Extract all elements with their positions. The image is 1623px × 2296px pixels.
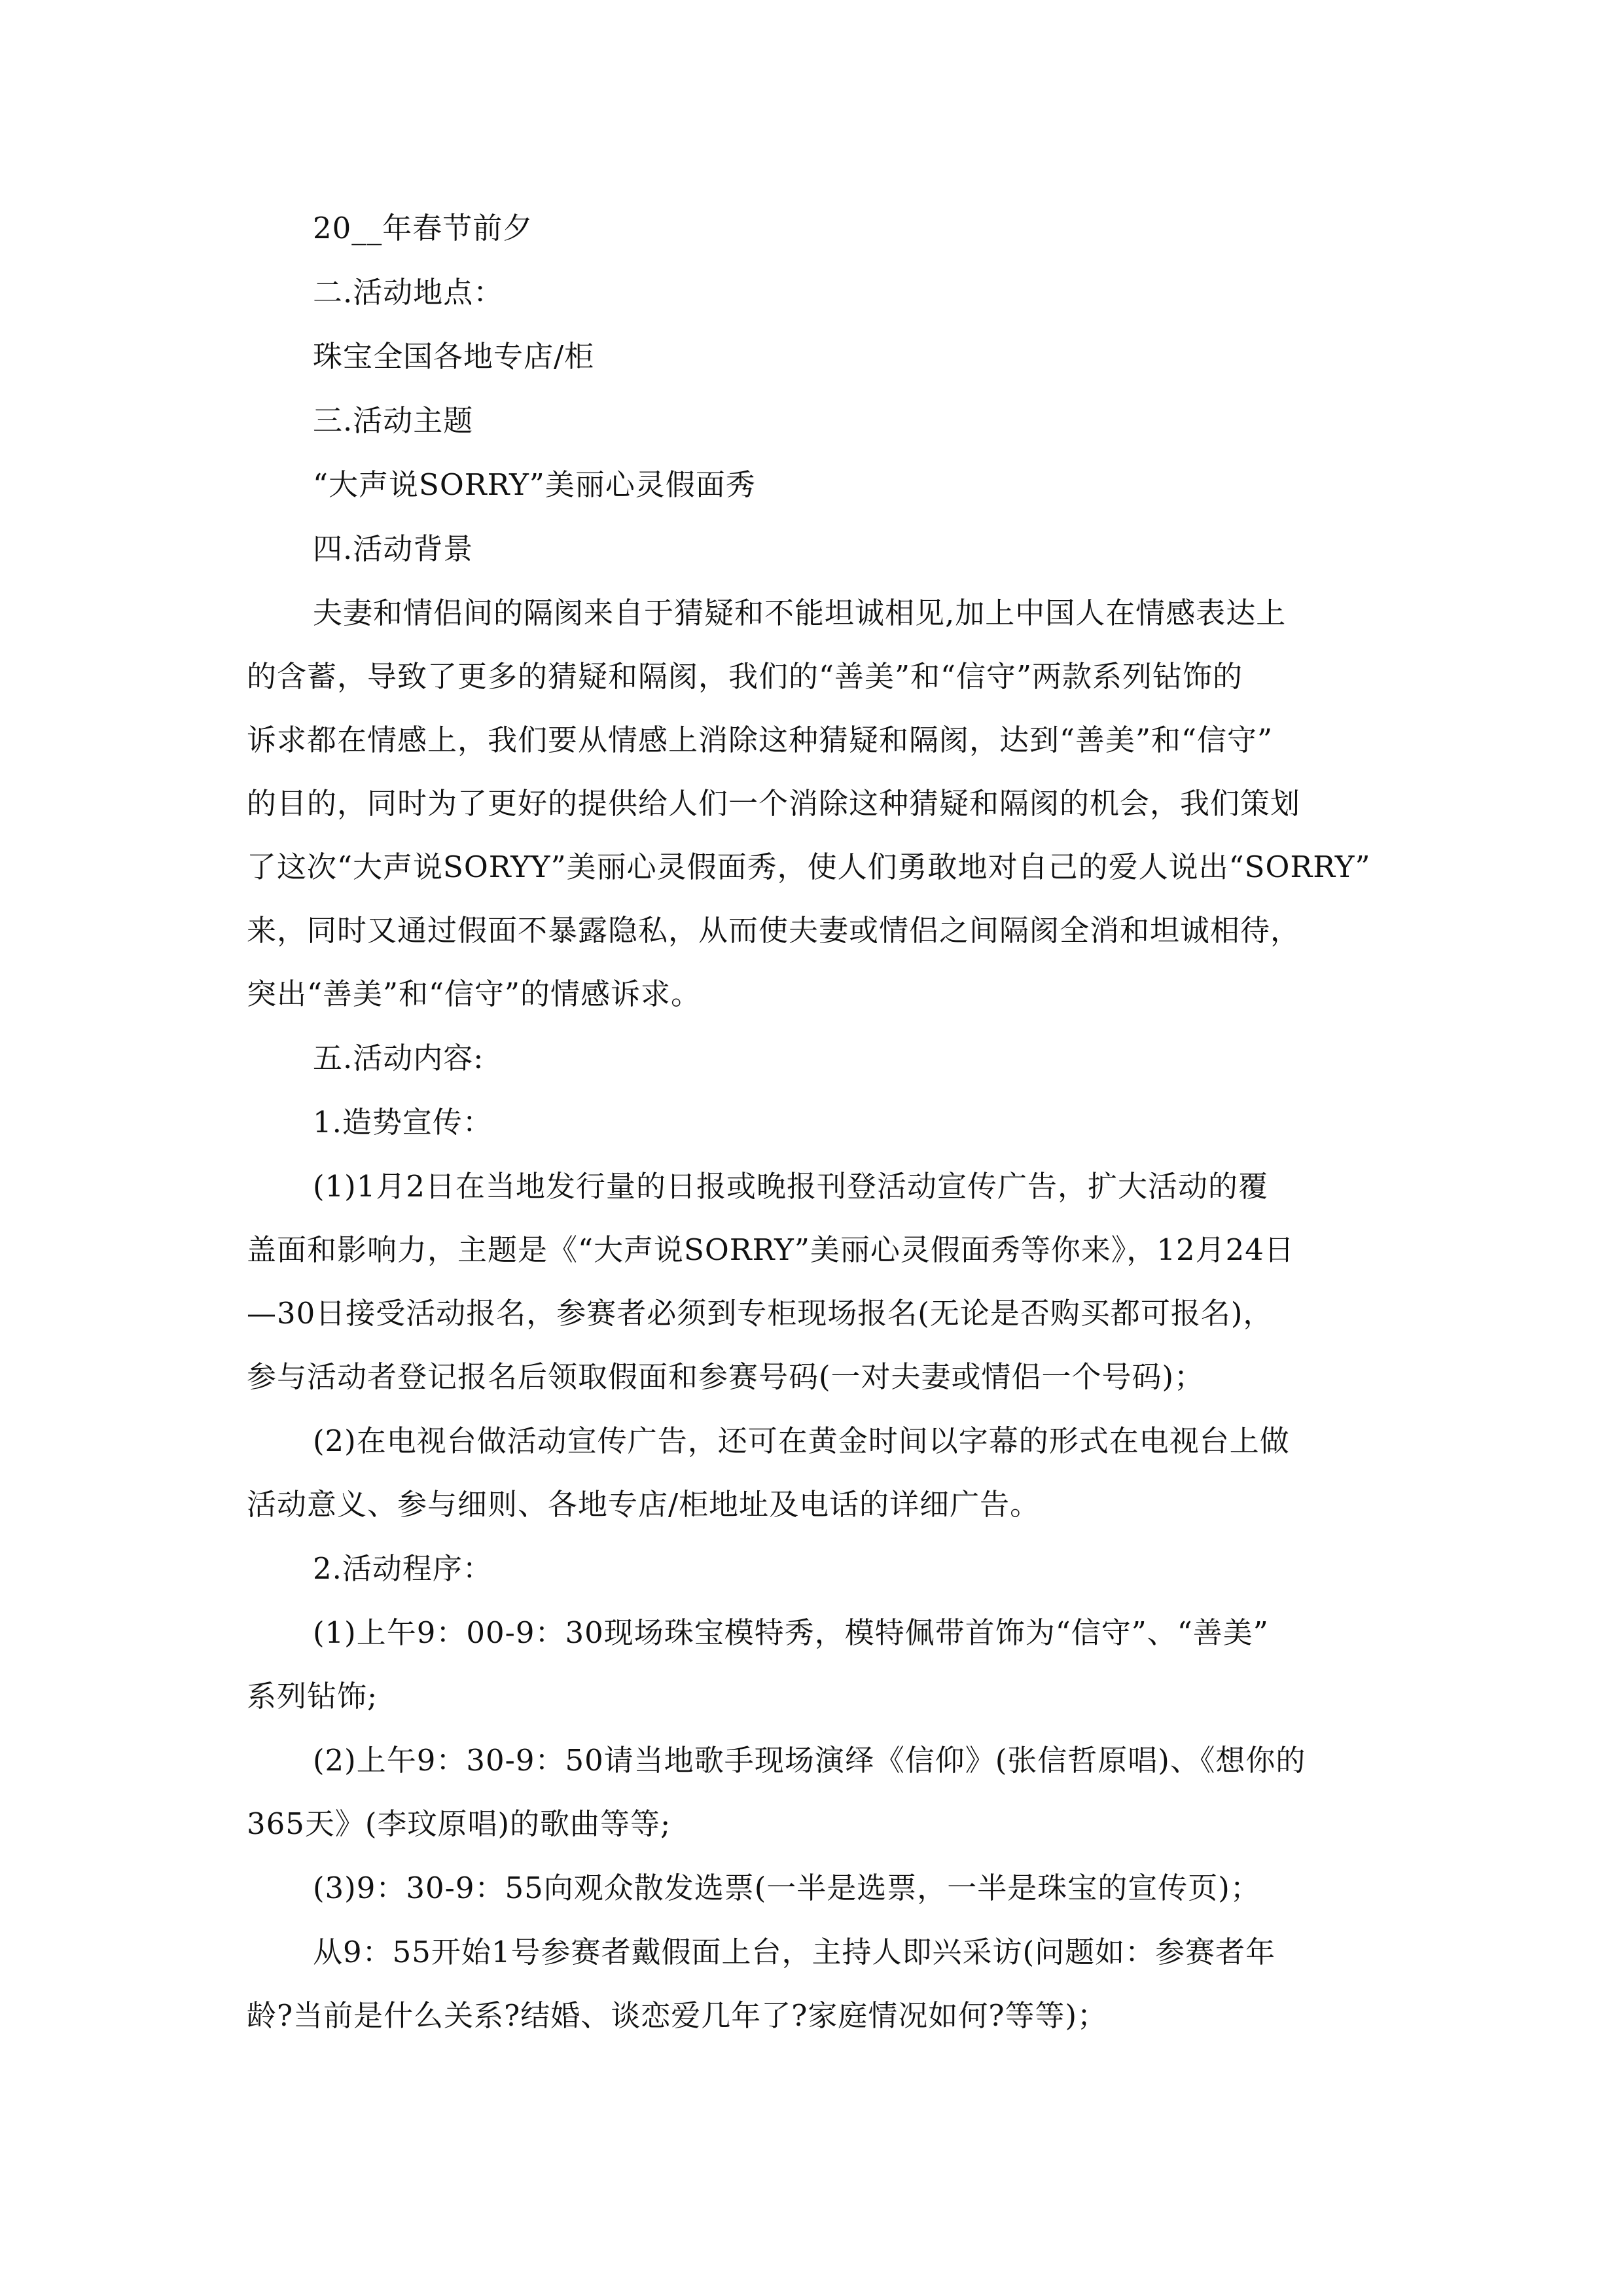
text-line: 诉求都在情感上，我们要从情感上消除这种猜疑和隔阂，达到“善美”和“信守”: [247, 723, 1274, 757]
text-line: 活动意义、参与细则、各地专店/柜地址及电话的详细广告。: [247, 1487, 1041, 1522]
subsection-heading: 2.活动程序：: [313, 1551, 493, 1586]
text-line: 365天》(李玟原唱)的歌曲等等;: [247, 1806, 671, 1841]
text-line: 的目的，同时为了更好的提供给人们一个消除这种猜疑和隔阂的机会，我们策划: [247, 786, 1301, 821]
text-line: (1)1月2日在当地发行量的日报或晚报刊登活动宣传广告，扩大活动的覆: [313, 1169, 1269, 1204]
text-line: “大声说SORRY”美丽心灵假面秀: [313, 467, 756, 502]
subsection-heading: 1.造势宣传：: [313, 1105, 493, 1139]
section-heading: 三.活动主题: [313, 403, 474, 438]
text-line: (2)上午9：30-9：50请当地歌手现场演绎《信仰》(张信哲原唱)、《想你的: [313, 1743, 1306, 1778]
text-line: 盖面和影响力，主题是《“大声说SORRY”美丽心灵假面秀等你来》，12月24日: [247, 1232, 1294, 1267]
section-heading: 二.活动地点：: [313, 275, 504, 310]
text-line: 从9：55开始1号参赛者戴假面上台，主持人即兴采访(问题如：参赛者年: [313, 1935, 1276, 1969]
text-line: 系列钻饰;: [247, 1679, 378, 1713]
section-heading: 五.活动内容:: [313, 1041, 484, 1075]
text-line: 参与活动者登记报名后领取假面和参赛号码(一对夫妻或情侣一个号码)；: [247, 1359, 1205, 1394]
text-line: 珠宝全国各地专店/柜: [313, 339, 595, 374]
text-line: —30日接受活动报名，参赛者必须到专柜现场报名(无论是否购买都可报名)，: [247, 1296, 1274, 1331]
section-heading: 四.活动背景: [313, 531, 474, 566]
text-line: 突出“善美”和“信守”的情感诉求。: [247, 977, 702, 1011]
text-line: 来，同时又通过假面不暴露隐私，从而使夫妻或情侣之间隔阂全消和坦诚相待，: [247, 913, 1301, 948]
text-line: 夫妻和情侣间的隔阂来自于猜疑和不能坦诚相见,加上中国人在情感表达上: [313, 596, 1287, 630]
text-line: (2)在电视台做活动宣传广告，还可在黄金时间以字幕的形式在电视台上做: [313, 1424, 1290, 1458]
text-line: 20__年春节前夕: [313, 211, 533, 245]
text-line: 龄?当前是什么关系?结婚、谈恋爱几年了?家庭情况如何?等等)；: [247, 1998, 1108, 2033]
text-line: (3)9：30-9：55向观众散发选票(一半是选票，一半是珠宝的宣传页)；: [313, 1871, 1260, 1905]
text-line: 的含蓄，导致了更多的猜疑和隔阂，我们的“善美”和“信守”两款系列钻饰的: [247, 659, 1243, 694]
text-line: (1)上午9：00-9：30现场珠宝模特秀，模特佩带首饰为“信守”、“善美”: [313, 1615, 1269, 1650]
text-line: 了这次“大声说SORYY”美丽心灵假面秀，使人们勇敢地对自己的爱人说出“SORRY”: [247, 850, 1371, 884]
